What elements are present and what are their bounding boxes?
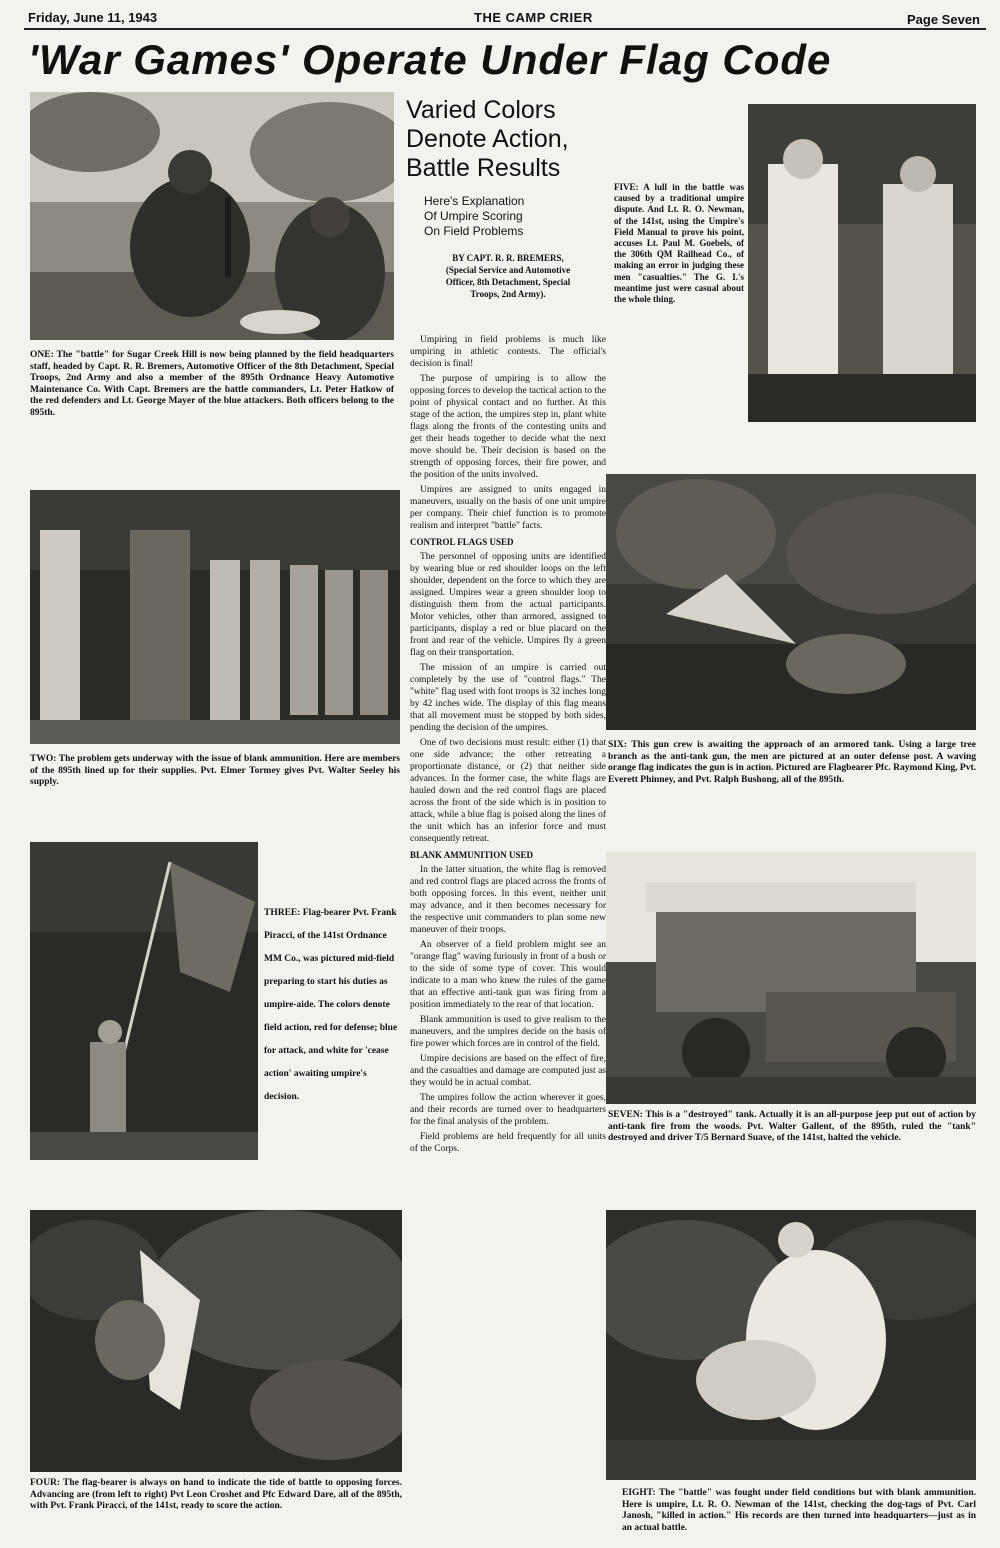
- page-number: Page Seven: [907, 12, 980, 27]
- caption-three: THREE: Flag-bearer Pvt. Frank Piracci, of the 141st Ordnance MM Co., was pictured mid-field preparing to start his duties as umpire-aide. The colors denote field action, red for defense; blue for attack, and white for 'cease action' awaiting umpire's decision.: [264, 908, 398, 1102]
- page-headline: 'War Games' Operate Under Flag Code: [28, 36, 832, 83]
- article-title-line: Battle Results: [406, 154, 561, 182]
- article-paragraph: The umpires follow the action wherever it goes, and their records are turned over to headquarters for the final analysis of the problem.: [410, 1093, 606, 1127]
- article-byline: [410, 252, 606, 300]
- photo-four: [30, 1210, 402, 1472]
- article-column-1: [410, 334, 606, 1158]
- byline-line: (Special Service and Automotive: [445, 265, 571, 275]
- article-paragraph: Umpiring in field problems is much like umpiring in athletic contests. The official's decision is final!: [410, 335, 606, 369]
- caption-five: FIVE: A lull in the battle was caused by a traditional umpire dispute. And Lt. R. O. Newman, of the 141st, using the Umpire's Field Manual to prove his point, accuses Lt. Paul M. Goebels, of the 306th QM Railhead Co., of making an error in judging these men "casualties." The G. I.'s meantime just were casual about the whole thing.: [614, 182, 744, 305]
- deck-line: Here's Explanation: [424, 194, 525, 208]
- article-paragraph: An observer of a field problem might see an "orange flag" waving furiously in front of a bush or to the side of some type of cover. This would indicate to a man who knew the rules of the game that an effective anti-tank gun was firing from a position immediately to the rear of that location.: [410, 940, 606, 1010]
- article-title: [406, 96, 612, 183]
- deck-line: Of Umpire Scoring: [424, 209, 523, 223]
- photo-two: [30, 490, 400, 744]
- article-paragraph: The personnel of opposing units are identified by wearing blue or red shoulder loops on the left shoulder, dependent on the force to which they are assigned. Umpires wear a green shoulder loop to distinguish them from the actual participants. Motor vehicles, other than armored, assigned to participants, display a red or blue placard on the front and rear of the vehicle. Umpires fly a green flag on their transportation.: [410, 552, 606, 658]
- article-subhead: CONTROL FLAGS USED: [410, 537, 514, 547]
- article-paragraph: The purpose of umpiring is to allow the opposing forces to develop the tactical action to the point of physical contact and no further. At this stage of the action, the umpires step in, plant white flags along the fronts of the contesting units and get their heads together to decide what the next move should be. Their decision is based on the strength of opposing forces, their fire power, and the position of the units involved.: [410, 374, 606, 480]
- caption-one: ONE: The "battle" for Sugar Creek Hill is now being planned by the field headquarters staff, headed by Capt. R. R. Bremers, Automotive Officer of the 8th Detachment, Special Troops, 2nd Army and also a member of the 895th Ordnance Heavy Automotive Maintenance Co. With Capt. Bremers are the battle commanders, Lt. Peter Hatkow of the red defenders and Lt. George Mayer of the blue attackers. Both officers belong to the 895th.: [30, 350, 394, 418]
- photo-three: [30, 842, 258, 1160]
- photo-seven: [606, 852, 976, 1104]
- photo-one: [30, 92, 394, 340]
- article-paragraph: Blank ammunition is used to give realism to the maneuvers, and the umpires decide on the basis of fire power which forces are in control of the field.: [410, 1015, 606, 1049]
- photo-five: [748, 104, 976, 422]
- article-paragraph: In the latter situation, the white flag is removed and red control flags are placed across the fronts of both opposing forces. In this event, neither unit may advance, and it then becomes necessary for the respective unit commanders to plan some new maneuver of their troops.: [410, 865, 606, 935]
- masthead-rule: [24, 28, 986, 30]
- article-paragraph: One of two decisions must result: either (1) that one side advance; the other retreating a proportionate distance, or (2) that neither side advances. In the former case, the white flags are hauled down and the red control flags are placed across the front of the side which is in position to attack, while a blue flag is poised along the lines of the unit which has an inferior force and must consequently retreat.: [410, 738, 606, 844]
- article-title-line: Denote Action,: [406, 125, 569, 153]
- deck-line: On Field Problems: [424, 224, 524, 238]
- byline-line: Officer, 8th Detachment, Special: [445, 277, 571, 287]
- byline-line: BY CAPT. R. R. BREMERS,: [452, 253, 564, 263]
- caption-seven: SEVEN: This is a "destroyed" tank. Actually it is an all-purpose jeep put out of action by anti-tank fire from the woods. Pvt. Walter Gallent, of the 895th, ruled the "tank" destroyed and driver T/5 Bernard Suave, of the 141st, halted the vehicle.: [608, 1110, 976, 1143]
- article-paragraph: Umpire decisions are based on the effect of fire, and the casualties and damage are computed just as they would be in actual combat.: [410, 1054, 606, 1088]
- article-paragraph: Field problems are held frequently for all units of the Corps.: [410, 1132, 606, 1154]
- byline-line: Troops, 2nd Army).: [470, 289, 546, 299]
- caption-four: FOUR: The flag-bearer is always on hand to indicate the tide of battle to opposing forces. Advancing are (from left to right) Pvt Leon Croshet and Pfc Edward Dare, all of the 895th, with Pvt. Frank Piracci, of the 141st, ready to score the action.: [30, 1478, 402, 1511]
- caption-two: TWO: The problem gets underway with the issue of blank ammunition. Here are members of the 895th lined up for their supplies. Pvt. Elmer Tormey gives Pvt. Walter Seeley his supply.: [30, 754, 400, 787]
- article-subhead: BLANK AMMUNITION USED: [410, 850, 534, 860]
- photo-six: [606, 474, 976, 730]
- caption-eight: EIGHT: The "battle" was fought under field conditions but with blank ammunition. Here is umpire, Lt. R. O. Newman of the 141st, checking the dog-tags of Pvt. Carl Janosh, "killed in action." His records are then turned into headquarters—just as in an actual battle.: [622, 1488, 976, 1533]
- issue-date: Friday, June 11, 1943: [28, 10, 158, 25]
- photo-eight: [606, 1210, 976, 1480]
- article-deck: [424, 194, 594, 239]
- masthead: [26, 8, 984, 28]
- article-paragraph: The mission of an umpire is carried out completely by the use of "control flags." The "white" flag used with foot troops is 32 inches long by 42 inches wide. The display of this flag means that all movement must be stopped by both sides, pending the decision of the umpires.: [410, 663, 606, 733]
- article-title-line: Varied Colors: [406, 96, 556, 124]
- article-paragraph: Umpires are assigned to units engaged in maneuvers, usually on the basis of one unit umpire per company. Their chief function is to promote realism and interpret "battle" facts.: [410, 485, 606, 531]
- caption-six: SIX: This gun crew is awaiting the approach of an armored tank. Using a large tree branch as the anti-tank gun, the men are pictured at an outer defense post. A waving orange flag indicates the gun is in action. Pictured are Flagbearer Pfc. Raymond King, Pvt. Everett Phinney, and Pvt. Ralph Bushong, all of the 895th.: [608, 740, 976, 785]
- newspaper-name: THE CAMP CRIER: [474, 10, 593, 25]
